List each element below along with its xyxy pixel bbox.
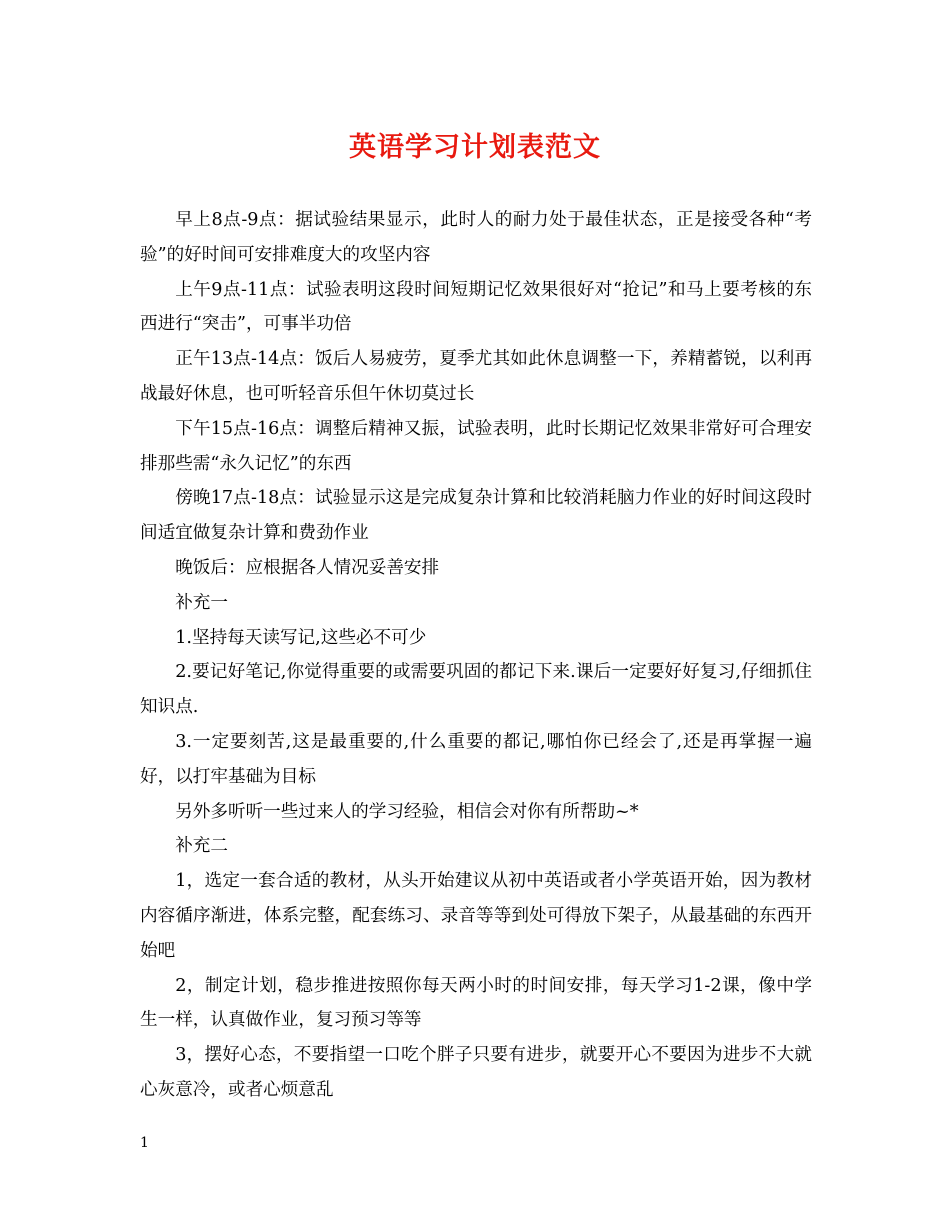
paragraph: 晚饭后：应根据各人情况妥善安排 <box>175 557 440 578</box>
paragraph: 下午15点-16点：调整后精神又振，试验表明，此时长期记忆效果非常好可合理安排那些需“永久记忆”的东西 <box>140 418 812 474</box>
list-item: 2.要记好笔记,你觉得重要的或需要巩固的都记下来.课后一定要好好复习,仔细抓住知识点. <box>140 662 812 718</box>
list-item: 3，摆好心态，不要指望一口吃个胖子只要有进步，就要开心不要因为进步不大就心灰意冷，或者心烦意乱 <box>140 1045 812 1100</box>
paragraph: 另外多听听一些过来人的学习经验，相信会对你有所帮助~* <box>175 801 639 822</box>
list-item: 1，选定一套合适的教材，从头开始建议从初中英语或者小学英语开始，因为教材内容循序渐进，体系完整，配套练习、录音等等到处可得放下架子，从最基础的东西开始吧 <box>140 871 812 961</box>
page-title: 英语学习计划表范文 <box>349 132 601 163</box>
list-item: 1.坚持每天读写记,这些必不可少 <box>175 627 427 648</box>
paragraph: 正午13点-14点：饭后人易疲劳，夏季尤其如此休息调整一下，养精蓄锐，以利再战最好休息，也可听轻音乐但午休切莫过长 <box>140 349 812 404</box>
page-number: 1 <box>140 1135 149 1151</box>
document-body <box>140 203 812 1108</box>
section-heading: 补充一 <box>175 592 228 613</box>
section-heading: 补充二 <box>175 836 228 857</box>
paragraph: 上午9点-11点：试验表明这段时间短期记忆效果很好对“抢记”和马上要考核的东西进行“突击”，可事半功倍 <box>140 279 812 335</box>
paragraph: 傍晚17点-18点：试验显示这是完成复杂计算和比较消耗脑力作业的好时间这段时间适宜做复杂计算和费劲作业 <box>140 488 812 544</box>
list-item: 3.一定要刻苦,这是最重要的,什么重要的都记,哪怕你已经会了,还是再掌握一遍好，以打牢基础为目标 <box>140 731 812 787</box>
list-item: 2，制定计划，稳步推进按照你每天两小时的时间安排，每天学习1-2课，像中学生一样，认真做作业，复习预习等等 <box>140 975 812 1031</box>
paragraph: 早上8点-9点：据试验结果显示，此时人的耐力处于最佳状态，正是接受各种“考验”的好时间可安排难度大的攻坚内容 <box>140 210 812 265</box>
